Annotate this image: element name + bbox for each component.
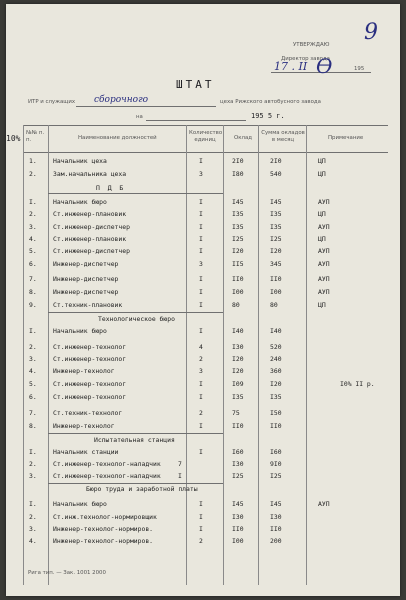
table-row: 5. Ст.инженер-технолог I I09 I20 I0% II р. xyxy=(29,380,375,388)
table-row: I. Начальник бюро I I45 I45 АУП xyxy=(29,500,330,508)
table-row: 2. Ст.инженер-технолог-наладчик 7 I30 9I0 xyxy=(29,460,282,468)
col-header-name: Наименование должностей xyxy=(78,135,157,141)
line1-suffix: цеха Рижского автобусного завода xyxy=(220,99,321,105)
table-row: 8. Инженер-диспетчер I I00 I00 АУП xyxy=(29,288,330,296)
table-row: 3. Ст.инженер-технолог 2 I20 240 xyxy=(29,355,282,363)
table-row: I. Начальник бюро I I40 I40 xyxy=(29,327,282,335)
table-row: 5. Ст.инженер-диспетчер I I20 I20 АУП xyxy=(29,247,330,255)
table-row: 7. Ст.техник-технолог 2 75 I50 xyxy=(29,409,282,417)
table-row: 8. Инженер-технолог I II0 II0 xyxy=(29,422,282,430)
section-heading: П Д Б xyxy=(96,184,126,192)
table-row: 7. Инженер-диспетчер I II0 II0 АУП xyxy=(29,275,330,283)
line2-underline xyxy=(146,120,246,121)
table-row: 2. Ст.инж.технолог-нормировщик I I30 I30 xyxy=(29,513,282,521)
section-heading: Бюро труда и заработной платы xyxy=(86,485,198,493)
table-row: 3. Ст.инженер-технолог-наладчик I I25 I25 xyxy=(29,472,282,480)
handwritten-date: 17 . II xyxy=(274,60,308,73)
line1-handwritten: сборочного xyxy=(94,95,149,105)
table-row: 4. Инженер-технолог 3 I20 360 xyxy=(29,367,282,375)
director-label: Директор завода xyxy=(281,56,330,62)
col-header-count: Количество единиц xyxy=(189,130,223,143)
line1-prefix: ИТР и служащих xyxy=(28,99,76,105)
table-row: 2. Ст.инженер-технолог 4 I30 520 xyxy=(29,343,282,351)
table-row: 3. Ст.инженер-диспетчер I I35 I35 АУП xyxy=(29,223,330,231)
section-underline xyxy=(48,193,223,194)
signature: Ѳ xyxy=(316,54,333,78)
section-heading: Технологическое бюро xyxy=(98,315,175,323)
document-page xyxy=(6,4,400,596)
table-top-border xyxy=(23,125,388,126)
table-row: 4. Инженер-технолог-нормиров. 2 I00 200 xyxy=(29,537,282,545)
page-number-handwritten: 9 xyxy=(364,20,378,45)
doc-title: ШТАТ xyxy=(176,78,215,91)
section-divider xyxy=(48,433,223,434)
approve-stamp: УТВЕРЖДАЮ xyxy=(293,42,330,48)
table-row: 6. Инженер-диспетчер 3 II5 345 АУП xyxy=(29,260,330,268)
line2-year: 195 5 г. xyxy=(251,112,285,120)
header-bottom-border xyxy=(23,152,388,153)
section-divider xyxy=(48,483,223,484)
table-row: I. Начальник бюро I I45 I45 АУП xyxy=(29,198,330,206)
table-row: 2. Ст.инженер-плановик I I35 I35 ЦП xyxy=(29,210,326,218)
margin-mark: 10% xyxy=(6,134,21,143)
table-row: 9. Ст.техник-плановик I 80 80 ЦП xyxy=(29,301,326,309)
line1-underline xyxy=(76,106,216,107)
table-row: 6. Ст.инженер-технолог I I35 I35 xyxy=(29,393,282,401)
table-row: 4. Ст.инженер-плановик I I25 I25 ЦП xyxy=(29,235,326,243)
printer-footer: Рига тип. — Зак. 1001 2000 xyxy=(28,570,106,576)
table-row: 3. Инженер-технолог-нормиров. I II0 II0 xyxy=(29,525,282,533)
col-header-no: №№ п. п. xyxy=(26,130,45,143)
section-divider xyxy=(48,312,223,313)
col-header-sum: Сумма окладов в месяц xyxy=(261,130,305,143)
year-suffix: 195 xyxy=(354,66,365,72)
col-header-note: Примечание xyxy=(328,135,364,141)
table-row: 1. Начальник цеха I 2I0 2I0 ЦП xyxy=(29,157,326,165)
line2-prefix: на xyxy=(136,114,143,120)
table-row: 2. Зам.начальника цеха 3 I80 540 ЦП xyxy=(29,170,326,178)
table-row: I. Начальник станции I I60 I60 xyxy=(29,448,282,456)
col-header-salary: Оклад xyxy=(234,135,252,141)
section-heading: Испытательная станция xyxy=(94,436,175,444)
